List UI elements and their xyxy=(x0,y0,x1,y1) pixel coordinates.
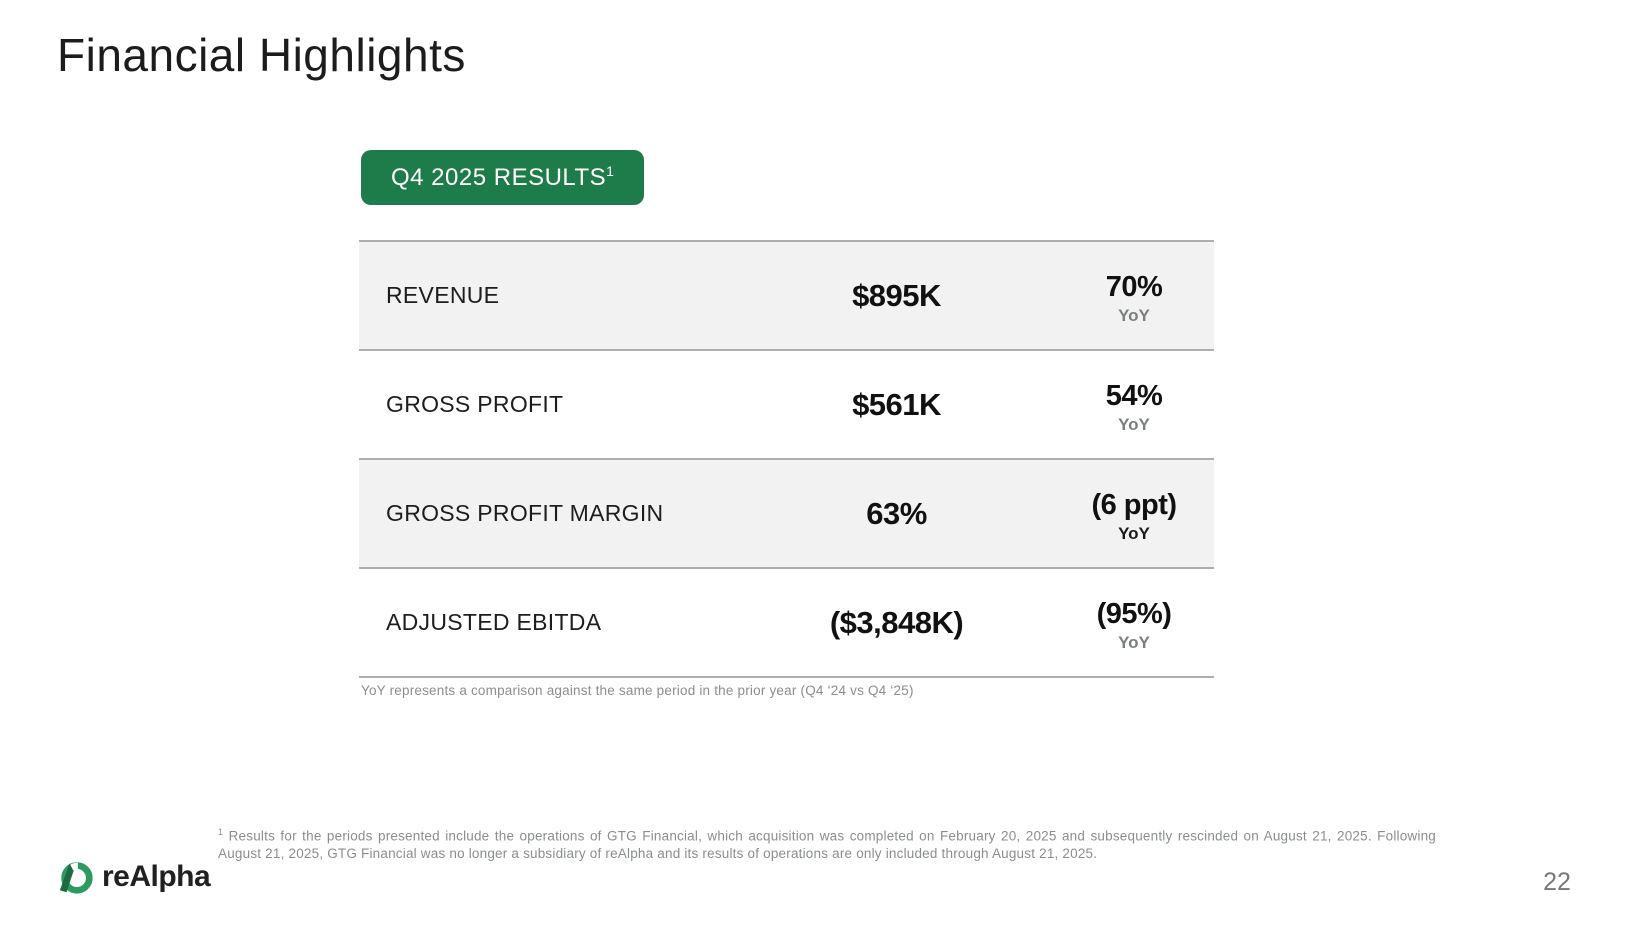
row-label: GROSS PROFIT MARGIN xyxy=(386,500,664,526)
change-value: 54% xyxy=(1105,380,1163,412)
row-value: $895K xyxy=(852,277,941,313)
change-period: YoY xyxy=(1118,633,1150,652)
row-value: 63% xyxy=(866,495,927,531)
page-number: 22 xyxy=(1543,868,1571,896)
results-badge-label: Q4 2025 RESULTS xyxy=(391,164,607,191)
realpha-logo xyxy=(57,858,210,896)
table-row-adjusted-ebitda xyxy=(359,567,1214,676)
row-label: ADJUSTED EBITDA xyxy=(386,609,602,635)
table-row-gross-profit-margin xyxy=(359,458,1214,567)
footnote-superscript: 1 xyxy=(218,827,224,837)
change-value: 70% xyxy=(1105,271,1163,303)
row-change xyxy=(1054,265,1214,326)
yoy-definition-note: YoY represents a comparison against the same period in the prior year (Q4 ‘24 vs Q4 ‘25) xyxy=(361,683,914,698)
row-change xyxy=(1054,592,1214,653)
footnote-text: Results for the periods presented include the operations of GTG Financial, which acquisition was completed on February 20, 2025 and subsequently rescinded on August 21, 2025. Following August 21, 2025, GTG Financial was no longer a subsidiary of reAlpha and its results of operations are only included through August 21, 2025. xyxy=(218,828,1436,862)
results-badge xyxy=(361,150,644,205)
change-value: (95%) xyxy=(1096,598,1172,630)
results-badge-superscript: 1 xyxy=(606,163,615,179)
realpha-logo-text: reAlpha xyxy=(102,860,211,893)
table-row-revenue xyxy=(359,240,1214,349)
row-label: GROSS PROFIT xyxy=(386,391,564,417)
row-value: ($3,848K) xyxy=(829,604,964,640)
row-value: $561K xyxy=(852,386,941,422)
change-period: YoY xyxy=(1118,415,1150,434)
change-period: YoY xyxy=(1118,306,1150,325)
footer-footnote xyxy=(218,827,1436,863)
page-title: Financial Highlights xyxy=(57,29,466,81)
row-change xyxy=(1054,374,1214,435)
financial-results-table xyxy=(359,240,1214,678)
row-change xyxy=(1054,483,1214,544)
table-row-gross-profit xyxy=(359,349,1214,458)
realpha-logo-icon xyxy=(57,858,95,896)
change-period: YoY xyxy=(1118,524,1150,543)
row-label: REVENUE xyxy=(386,282,500,308)
change-value: (6 ppt) xyxy=(1091,489,1177,521)
